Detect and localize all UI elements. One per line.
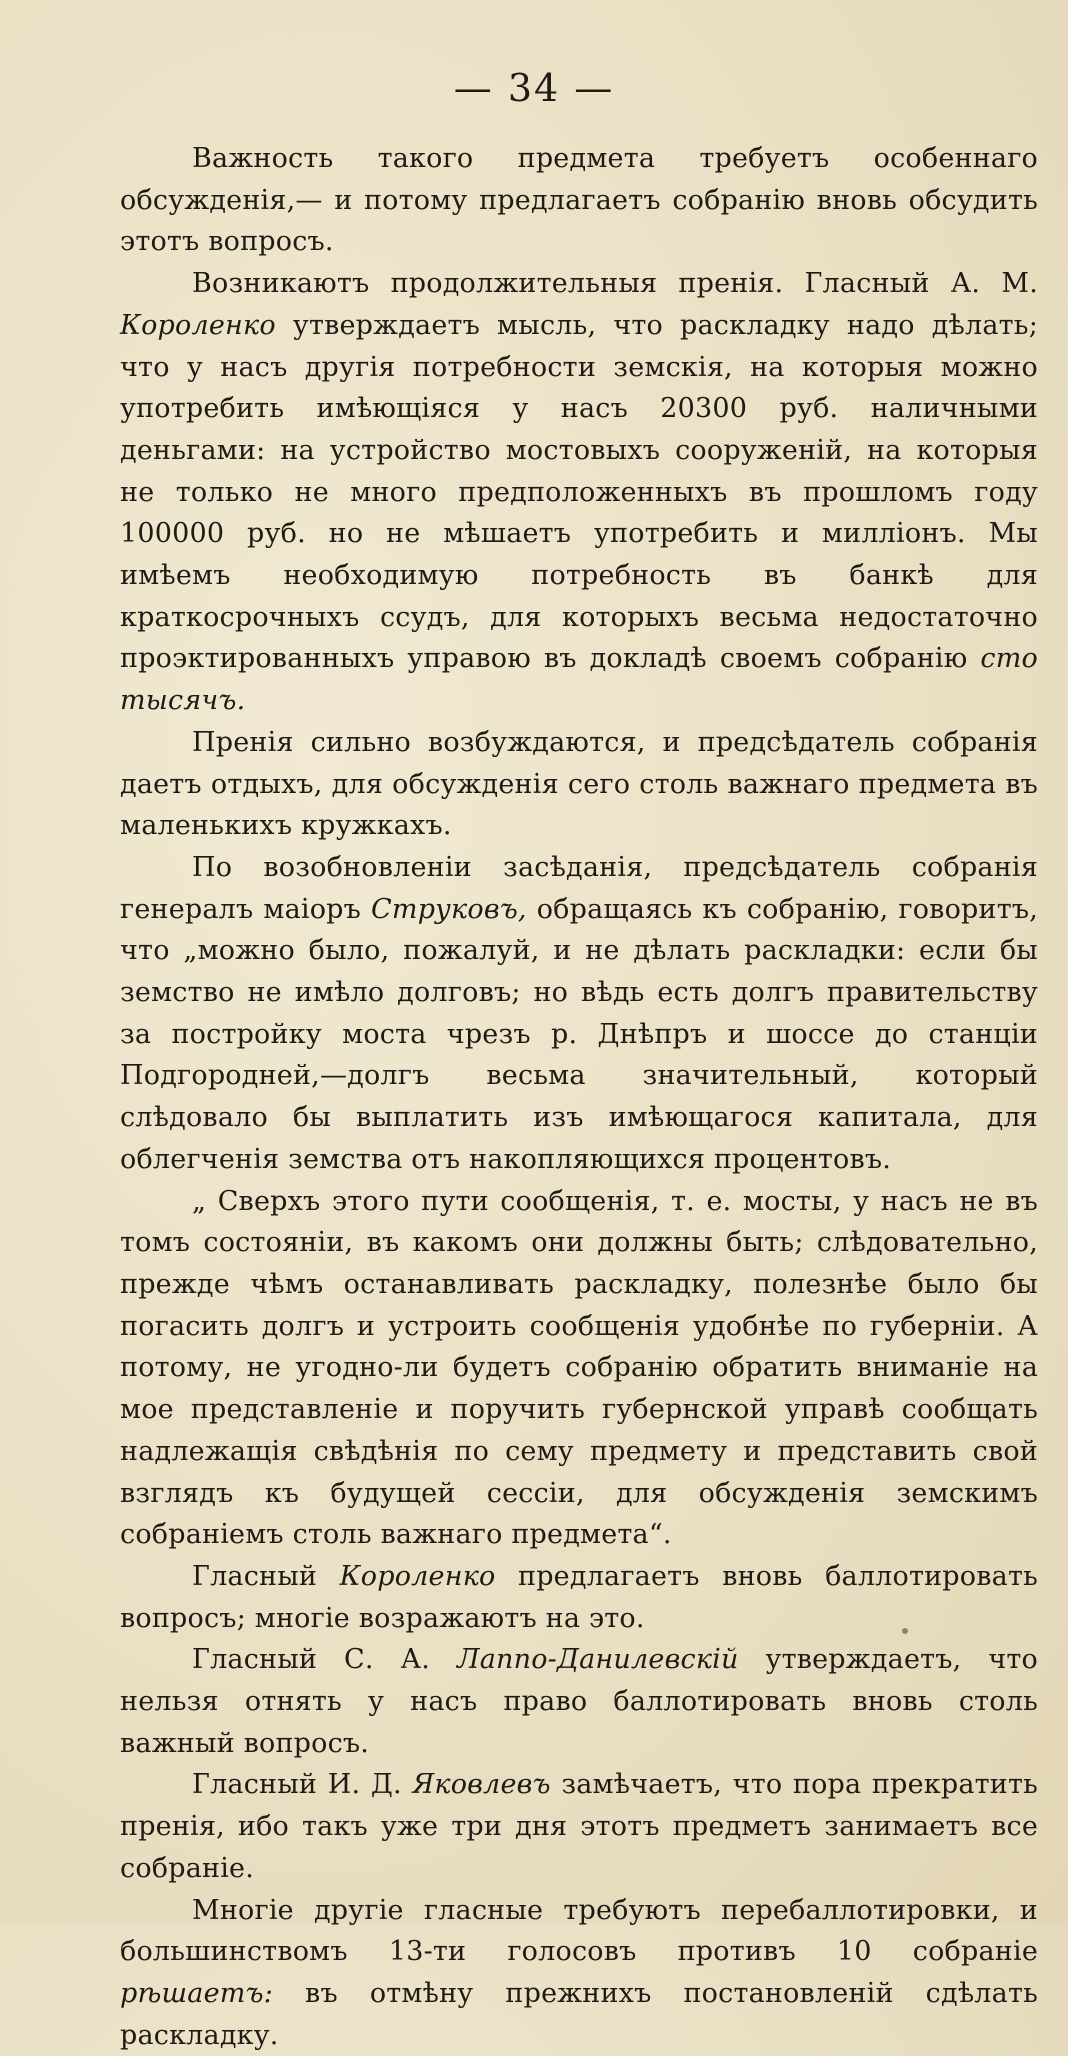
italic-name: Лаппо-Данилевскій <box>457 1644 739 1676</box>
paragraph-2: Возникаютъ продолжительныя пренія. Гласный А. М. Короленко утверждаетъ мысль, что раскладку надо дѣлать; что у насъ другія потребности земскія, на которыя можно употребить имѣющіяся у насъ 20300 руб. наличными деньгами: на устройство мостовыхъ сооруженій, на которыя не только не много предположенныхъ въ прошломъ году 100000 руб. но не мѣшаетъ употребить и милліонъ. Мы имѣемъ необходимую потребность въ банкѣ для краткосрочныхъ ссудъ, для которыхъ весьма недостаточно проэктированныхъ управою въ докладѣ своемъ собранію сто тысячъ. <box>120 268 1038 717</box>
italic-name: Струковъ, <box>371 893 527 925</box>
paragraph-7: Гласный С. А. Лаппо-Данилевскій утверждаетъ, что нельзя отнять у насъ право баллотировать вновь столь важный вопросъ. <box>120 1644 1038 1759</box>
paragraph-1: Важность такого предмета требуетъ особеннаго обсужденія,— и потому предлагаетъ собранію вновь обсудить этотъ вопросъ. <box>120 143 1038 258</box>
italic-name: Яковлевъ <box>412 1769 551 1801</box>
paragraph-8: Гласный И. Д. Яковлевъ замѣчаетъ, что пора прекратить пренія, ибо такъ уже три дня этотъ предметъ занимаетъ все собраніе. <box>120 1769 1038 1884</box>
ink-speck <box>902 1628 908 1634</box>
italic-verb: рѣшаетъ: <box>120 1977 274 2009</box>
italic-phrase: сто тысячъ. <box>120 643 1038 717</box>
paragraph-6: Гласный Короленко предлагаетъ вновь баллотировать вопросъ; многіе возражаютъ на это. <box>120 1560 1038 1634</box>
italic-name: Короленко <box>339 1560 496 1592</box>
page-number: — 34 — <box>453 66 615 110</box>
italic-name: Короленко <box>120 309 276 341</box>
paragraph-4: По возобновленіи засѣданія, предсѣдатель собранія генералъ маіоръ Струковъ, обращаясь къ собранію, говоритъ, что „можно было, пожалуй, и не дѣлать раскладки: если бы земство не имѣло долговъ; но вѣдь есть долгъ правительству за постройку моста чрезъ р. Днѣпръ и шоссе до станціи Подгородней,—долгъ весьма значительный, который слѣдовало бы выплатить изъ имѣющагося капитала, для облегченія земства отъ накопляющихся процентовъ. <box>120 851 1038 1175</box>
paragraph-5: „ Сверхъ этого пути сообщенія, т. е. мосты, у насъ не въ томъ состояніи, въ какомъ они должны быть; слѣдовательно, прежде чѣмъ останавливать раскладку, полезнѣе было бы погасить долгъ и устроить сообщенія удобнѣе по губерніи. А потому, не угодно-ли будетъ собранію обратить вниманіе на мое представленіе и поручить губернской управѣ сообщать надлежащія свѣдѣнія по сему предмету и представить свой взглядъ къ будущей сессіи, для обсужденія земскимъ собраніемъ столь важнаго предмета“. <box>120 1185 1038 1551</box>
paragraph-3: Пренія сильно возбуждаются, и предсѣдатель собранія даетъ отдыхъ, для обсужденія сего столь важнаго предмета въ маленькихъ кружкахъ. <box>120 726 1038 842</box>
paragraph-9: Многіе другіе гласные требуютъ перебаллотировки, и большинствомъ 13-ти голосовъ противъ 10 собраніе рѣшаетъ: въ отмѣну прежнихъ постановленій сдѣлать раскладку. <box>120 1894 1038 2051</box>
page-text <box>120 138 1038 2056</box>
